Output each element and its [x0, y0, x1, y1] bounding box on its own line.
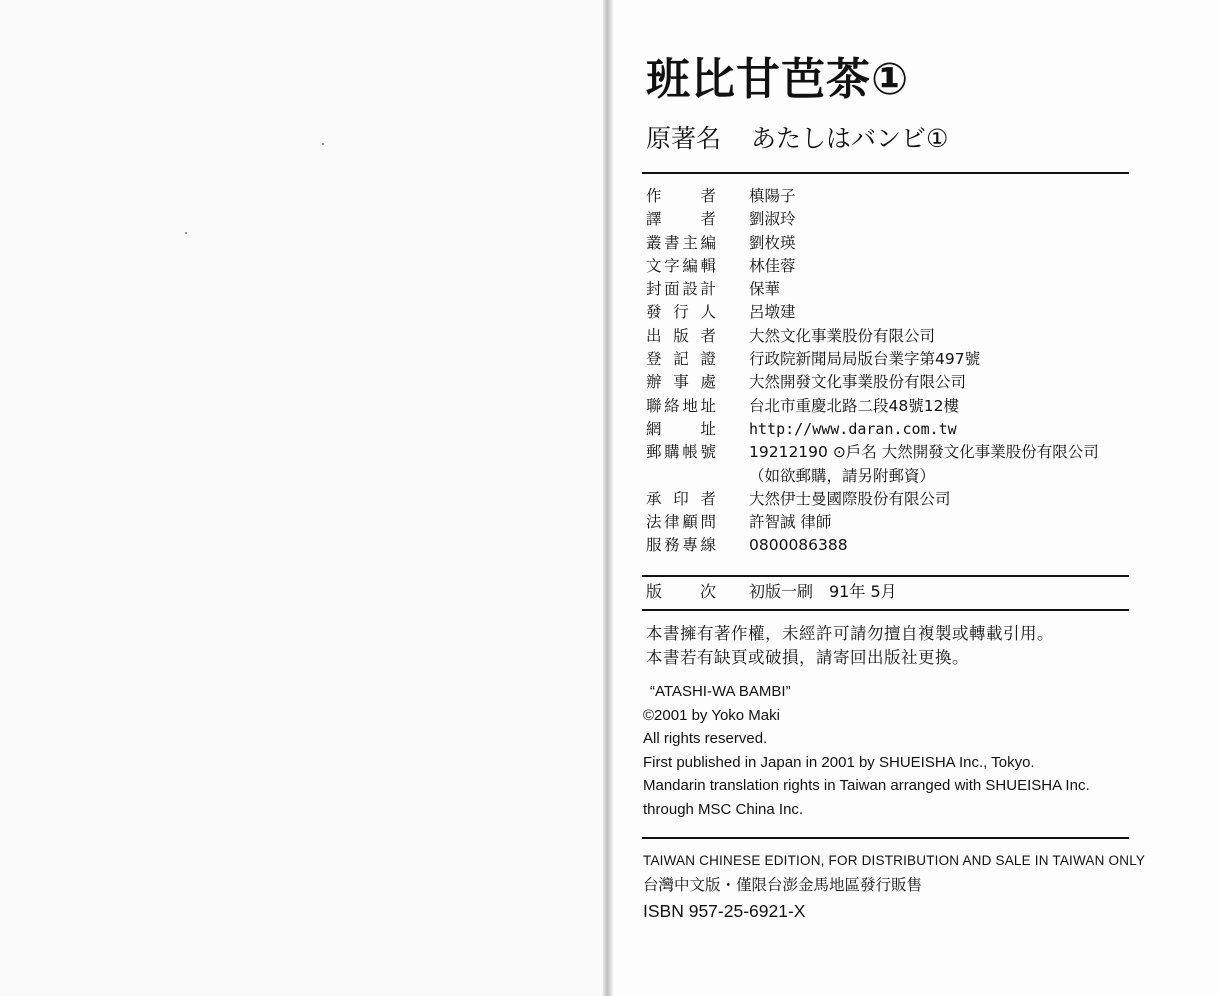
credit-label-char: 線 [700, 536, 716, 555]
distribution-english: TAIWAN CHINESE EDITION, FOR DISTRIBUTION AND SALE IN TAIWAN ONLY [643, 853, 1146, 868]
scan-speck [185, 232, 187, 234]
credit-label-char: 編 [700, 233, 716, 252]
credit-label [646, 534, 716, 557]
credit-label [646, 325, 716, 348]
credit-label-char: 行 [673, 303, 689, 322]
credit-value: 大然開發文化事業股份有限公司 [749, 373, 967, 392]
credit-label-char: 律 [664, 513, 680, 532]
distribution-chinese: 台灣中文版・僅限台澎金馬地區發行販售 [643, 876, 923, 894]
credit-label [646, 371, 716, 394]
credit-label-char: 地 [682, 396, 698, 415]
credit-label [646, 255, 716, 278]
credit-label-char: 顧 [682, 513, 698, 532]
original-title-label: 原著名 [646, 124, 722, 153]
notice-line: 本書擁有著作權，未經許可請勿擅自複製或轉載引用。 [646, 624, 1054, 643]
isbn: ISBN 957-25-6921-X [643, 901, 806, 921]
credit-row [646, 348, 1136, 371]
copyright-notice [646, 622, 1054, 670]
credit-label-char: 帳 [682, 443, 698, 462]
credit-label-char: 者 [700, 187, 716, 205]
credit-label-char: 服 [646, 536, 662, 555]
credit-label-char: 印 [673, 489, 689, 508]
credit-label-char: 輯 [700, 256, 716, 275]
edition-label-char: 次 [699, 582, 716, 601]
edition-label-char: 版 [646, 582, 663, 601]
credit-label-char: 辦 [646, 373, 662, 392]
credit-label-char: 主 [682, 233, 698, 252]
credit-label-char: 者 [700, 326, 716, 345]
blank-left-page [0, 0, 603, 996]
credit-label-char: 書 [664, 233, 680, 252]
credit-label-char: 譯 [646, 210, 662, 229]
credit-label-char: 聯 [646, 396, 662, 415]
credit-row [646, 418, 1136, 441]
rights-statement [643, 680, 1090, 822]
credit-label-char: 郵 [646, 443, 662, 462]
credit-label-char: 務 [664, 536, 680, 555]
rights-line: through MSC China Inc. [643, 800, 804, 818]
credit-row [646, 395, 1136, 418]
credit-row [646, 488, 1136, 511]
edition-value: 初版一刷 91年 5月 [749, 582, 897, 601]
rights-line: ©2001 by Yoko Maki [643, 706, 780, 724]
credit-row [646, 465, 1136, 488]
credit-label-char: 封 [646, 280, 662, 299]
credit-label-char: 專 [682, 536, 698, 555]
credit-label-char: 記 [673, 350, 689, 369]
credit-row [646, 185, 1136, 208]
credits-list [646, 185, 1136, 558]
credit-row [646, 255, 1136, 278]
credit-value: 台北市重慶北路二段48號12樓 [749, 396, 959, 415]
credit-label-char: 版 [673, 326, 689, 345]
original-title-value: あたしはバンビ① [751, 124, 949, 153]
rights-line: All rights reserved. [643, 730, 768, 748]
credit-value: 保華 [749, 280, 781, 299]
credit-row [646, 325, 1136, 348]
credit-value: 劉枚瑛 [749, 233, 796, 252]
credit-label-char: 網 [646, 419, 662, 438]
credit-value: 大然伊士曼國際股份有限公司 [749, 489, 951, 508]
credit-value: （如欲郵購，請另附郵資） [749, 466, 936, 485]
credit-value: 大然文化事業股份有限公司 [749, 326, 936, 345]
credit-label-char: 叢 [646, 233, 662, 252]
credit-value: http://www.daran.com.tw [749, 419, 957, 438]
credit-value: 0800086388 [749, 536, 848, 555]
rights-line: “ATASHI-WA BAMBI” [650, 683, 791, 700]
credit-label-char: 法 [646, 513, 662, 532]
credit-label-char: 字 [664, 256, 680, 275]
credit-label-char: 處 [700, 373, 716, 392]
credit-value: 行政院新聞局局版台業字第497號 [749, 350, 981, 369]
original-title [646, 122, 948, 156]
credit-value: 劉淑玲 [749, 210, 796, 229]
rights-line: Mandarin translation rights in Taiwan arranged with SHUEISHA Inc. [643, 777, 1090, 795]
credit-label [646, 348, 716, 371]
credit-label-char: 發 [646, 303, 662, 322]
credit-label-char: 出 [646, 326, 662, 345]
credit-label-char: 證 [700, 350, 716, 369]
credit-label-char: 址 [700, 419, 716, 438]
scan-speck [322, 143, 324, 145]
credit-label-char: 計 [700, 280, 716, 299]
credit-label-char: 購 [664, 443, 680, 462]
credit-label-char: 者 [700, 210, 716, 229]
credit-label-char: 作 [646, 187, 662, 205]
credit-row [646, 511, 1136, 534]
credit-label [646, 301, 716, 324]
divider-top [642, 172, 1129, 174]
credit-value: 呂墩建 [749, 303, 796, 322]
credit-row [646, 371, 1136, 394]
credit-label-char: 絡 [664, 396, 680, 415]
credit-value: 林佳蓉 [749, 256, 796, 275]
edition-label [646, 580, 716, 604]
notice-line: 本書若有缺頁或破損，請寄回出版社更換。 [646, 648, 969, 667]
book-title: 班比甘芭茶① [646, 54, 910, 105]
credit-value: 許智誠 律師 [749, 513, 832, 532]
credit-label-char: 號 [700, 443, 716, 462]
credit-row [646, 232, 1136, 255]
credit-label-char: 承 [646, 489, 662, 508]
divider-middle [642, 575, 1129, 577]
credit-row [646, 301, 1136, 324]
credit-label [646, 511, 716, 534]
credit-label [646, 395, 716, 418]
credit-label-char: 登 [646, 350, 662, 369]
divider-edition [642, 609, 1129, 611]
credit-label-char: 人 [700, 303, 716, 322]
credit-row [646, 278, 1136, 301]
credit-label-char: 問 [700, 513, 716, 532]
credit-label-char: 址 [700, 396, 716, 415]
credit-label-char: 者 [700, 489, 716, 508]
credit-label [646, 418, 716, 441]
credit-row [646, 534, 1136, 557]
credit-row [646, 441, 1136, 464]
credit-value: 19212190 ⊙戶名 大然開發文化事業股份有限公司 [749, 443, 1099, 462]
credit-row [646, 208, 1136, 231]
edition-row [646, 580, 1136, 604]
rights-line: First published in Japan in 2001 by SHUEISHA Inc., Tokyo. [643, 753, 1035, 771]
credit-value: 槙陽子 [749, 187, 796, 205]
divider-bottom [642, 837, 1129, 839]
credit-label [646, 278, 716, 301]
credit-label [646, 185, 716, 208]
page-gutter [603, 0, 613, 996]
credit-label [646, 488, 716, 511]
credit-label-char: 設 [682, 280, 698, 299]
credit-label-char: 編 [682, 256, 698, 275]
credit-label [646, 208, 716, 231]
credit-label [646, 441, 716, 464]
credit-label [646, 232, 716, 255]
credit-label-char: 事 [673, 373, 689, 392]
distribution-block [643, 849, 1145, 925]
credit-label-char: 面 [664, 280, 680, 299]
credit-label-char: 文 [646, 256, 662, 275]
